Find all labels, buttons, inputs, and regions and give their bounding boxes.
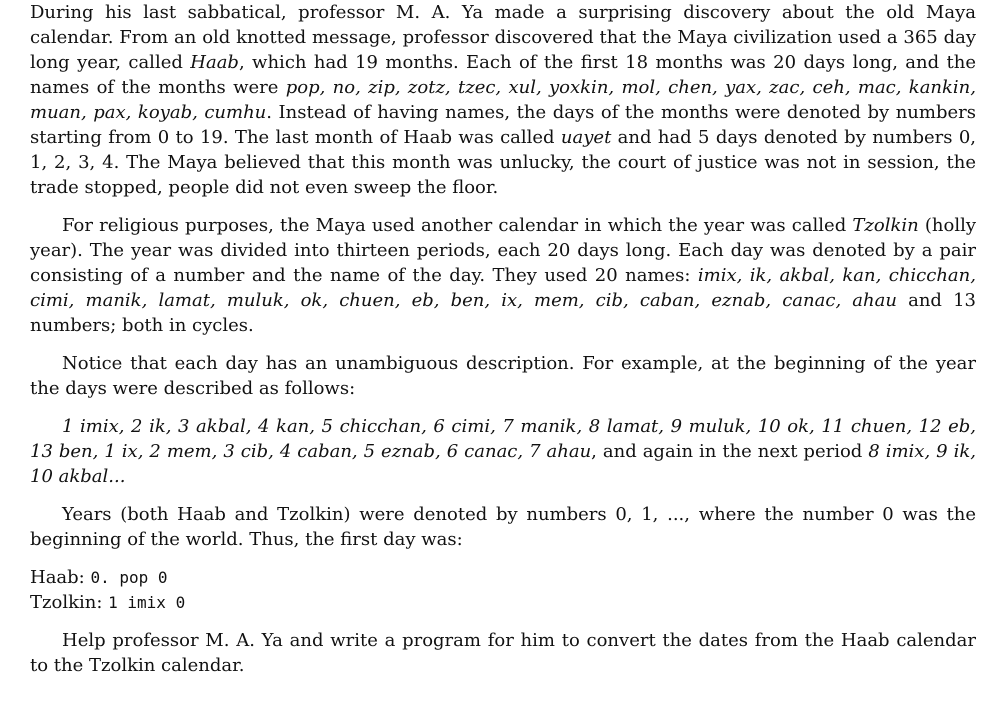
document-body [30,0,976,678]
day-names: imix, ik, akbal, kan, chicchan, cimi, manik, lamat, muluk, ok, chuen, eb, ben, ix, mem, cib, caban, eznab, canac, ahau [30,265,976,311]
first-day-example [30,565,976,615]
text-span: , which had 19 months. Each of the first 18 months was 20 days long, and the names of the months were [30,52,977,98]
term-uayet: uayet [560,127,612,148]
month-names: pop, no, zip, zotz, tzec, xul, yoxkin, mol, chen, yax, zac, ceh, mac, kankin, muan, pax, koyab, cumhu [30,77,977,123]
text-span: . Instead of having names, the days of the months were denoted by numbers starting from 0 to 19. The last month of Haab was called [30,102,976,148]
paragraph-task: Help professor M. A. Ya and write a program for him to convert the dates from the Haab calendar to the Tzolkin calendar. [30,630,976,676]
haab-label: Haab: [30,567,91,588]
paragraph-notice: Notice that each day has an unambiguous description. For example, at the beginning of the year the days were described as follows: [30,353,976,399]
tzolkin-label: Tzolkin: [30,592,109,613]
text-span: (holly year). The year was divided into thirteen periods, each 20 days long. Each day was denoted by a pair consisting of a number and the name of the day. They used 20 names: [30,215,976,286]
paragraph-haab [30,0,976,200]
haab-value: 0. pop 0 [90,568,168,587]
text-span: For religious purposes, the Maya used another calendar in which the year was called [62,215,853,236]
term-tzolkin: Tzolkin [852,215,919,236]
text-span: , and again in the next period [591,441,869,462]
paragraph-years: Years (both Haab and Tzolkin) were denoted by numbers 0, 1, ..., where the number 0 was the beginning of the world. Thus, the first day was: [30,504,976,550]
day-sequence: 1 imix, 2 ik, 3 akbal, 4 kan, 5 chicchan, 6 cimi, 7 manik, 8 lamat, 9 muluk, 10 ok, 11 chuen, 12 eb, 13 ben, 1 ix, 2 mem, 3 cib, 4 caban, 5 eznab, 6 canac, 7 ahau [30,416,976,462]
tzolkin-value: 1 imix 0 [108,593,186,612]
tzolkin-line [30,590,976,615]
text-span: and had 5 days denoted by numbers 0, 1, 2, 3, 4. The Maya believed that this month was unlucky, the court of justice was not in session, the trade stopped, people did not even sweep the floor. [30,127,976,198]
haab-line [30,565,976,590]
paragraph-sequence [30,414,976,489]
day-sequence-next: 8 imix, 9 ik, 10 akbal... [30,441,976,487]
term-haab: Haab [190,52,239,73]
paragraph-tzolkin [30,213,976,338]
text-span: and 13 numbers; both in cycles. [30,290,976,336]
text-span: During his last sabbatical, professor M. A. Ya made a surprising discovery about the old Maya calendar. From an old knotted message, professor discovered that the Maya civilization used a 365 day long year, called [30,2,976,73]
